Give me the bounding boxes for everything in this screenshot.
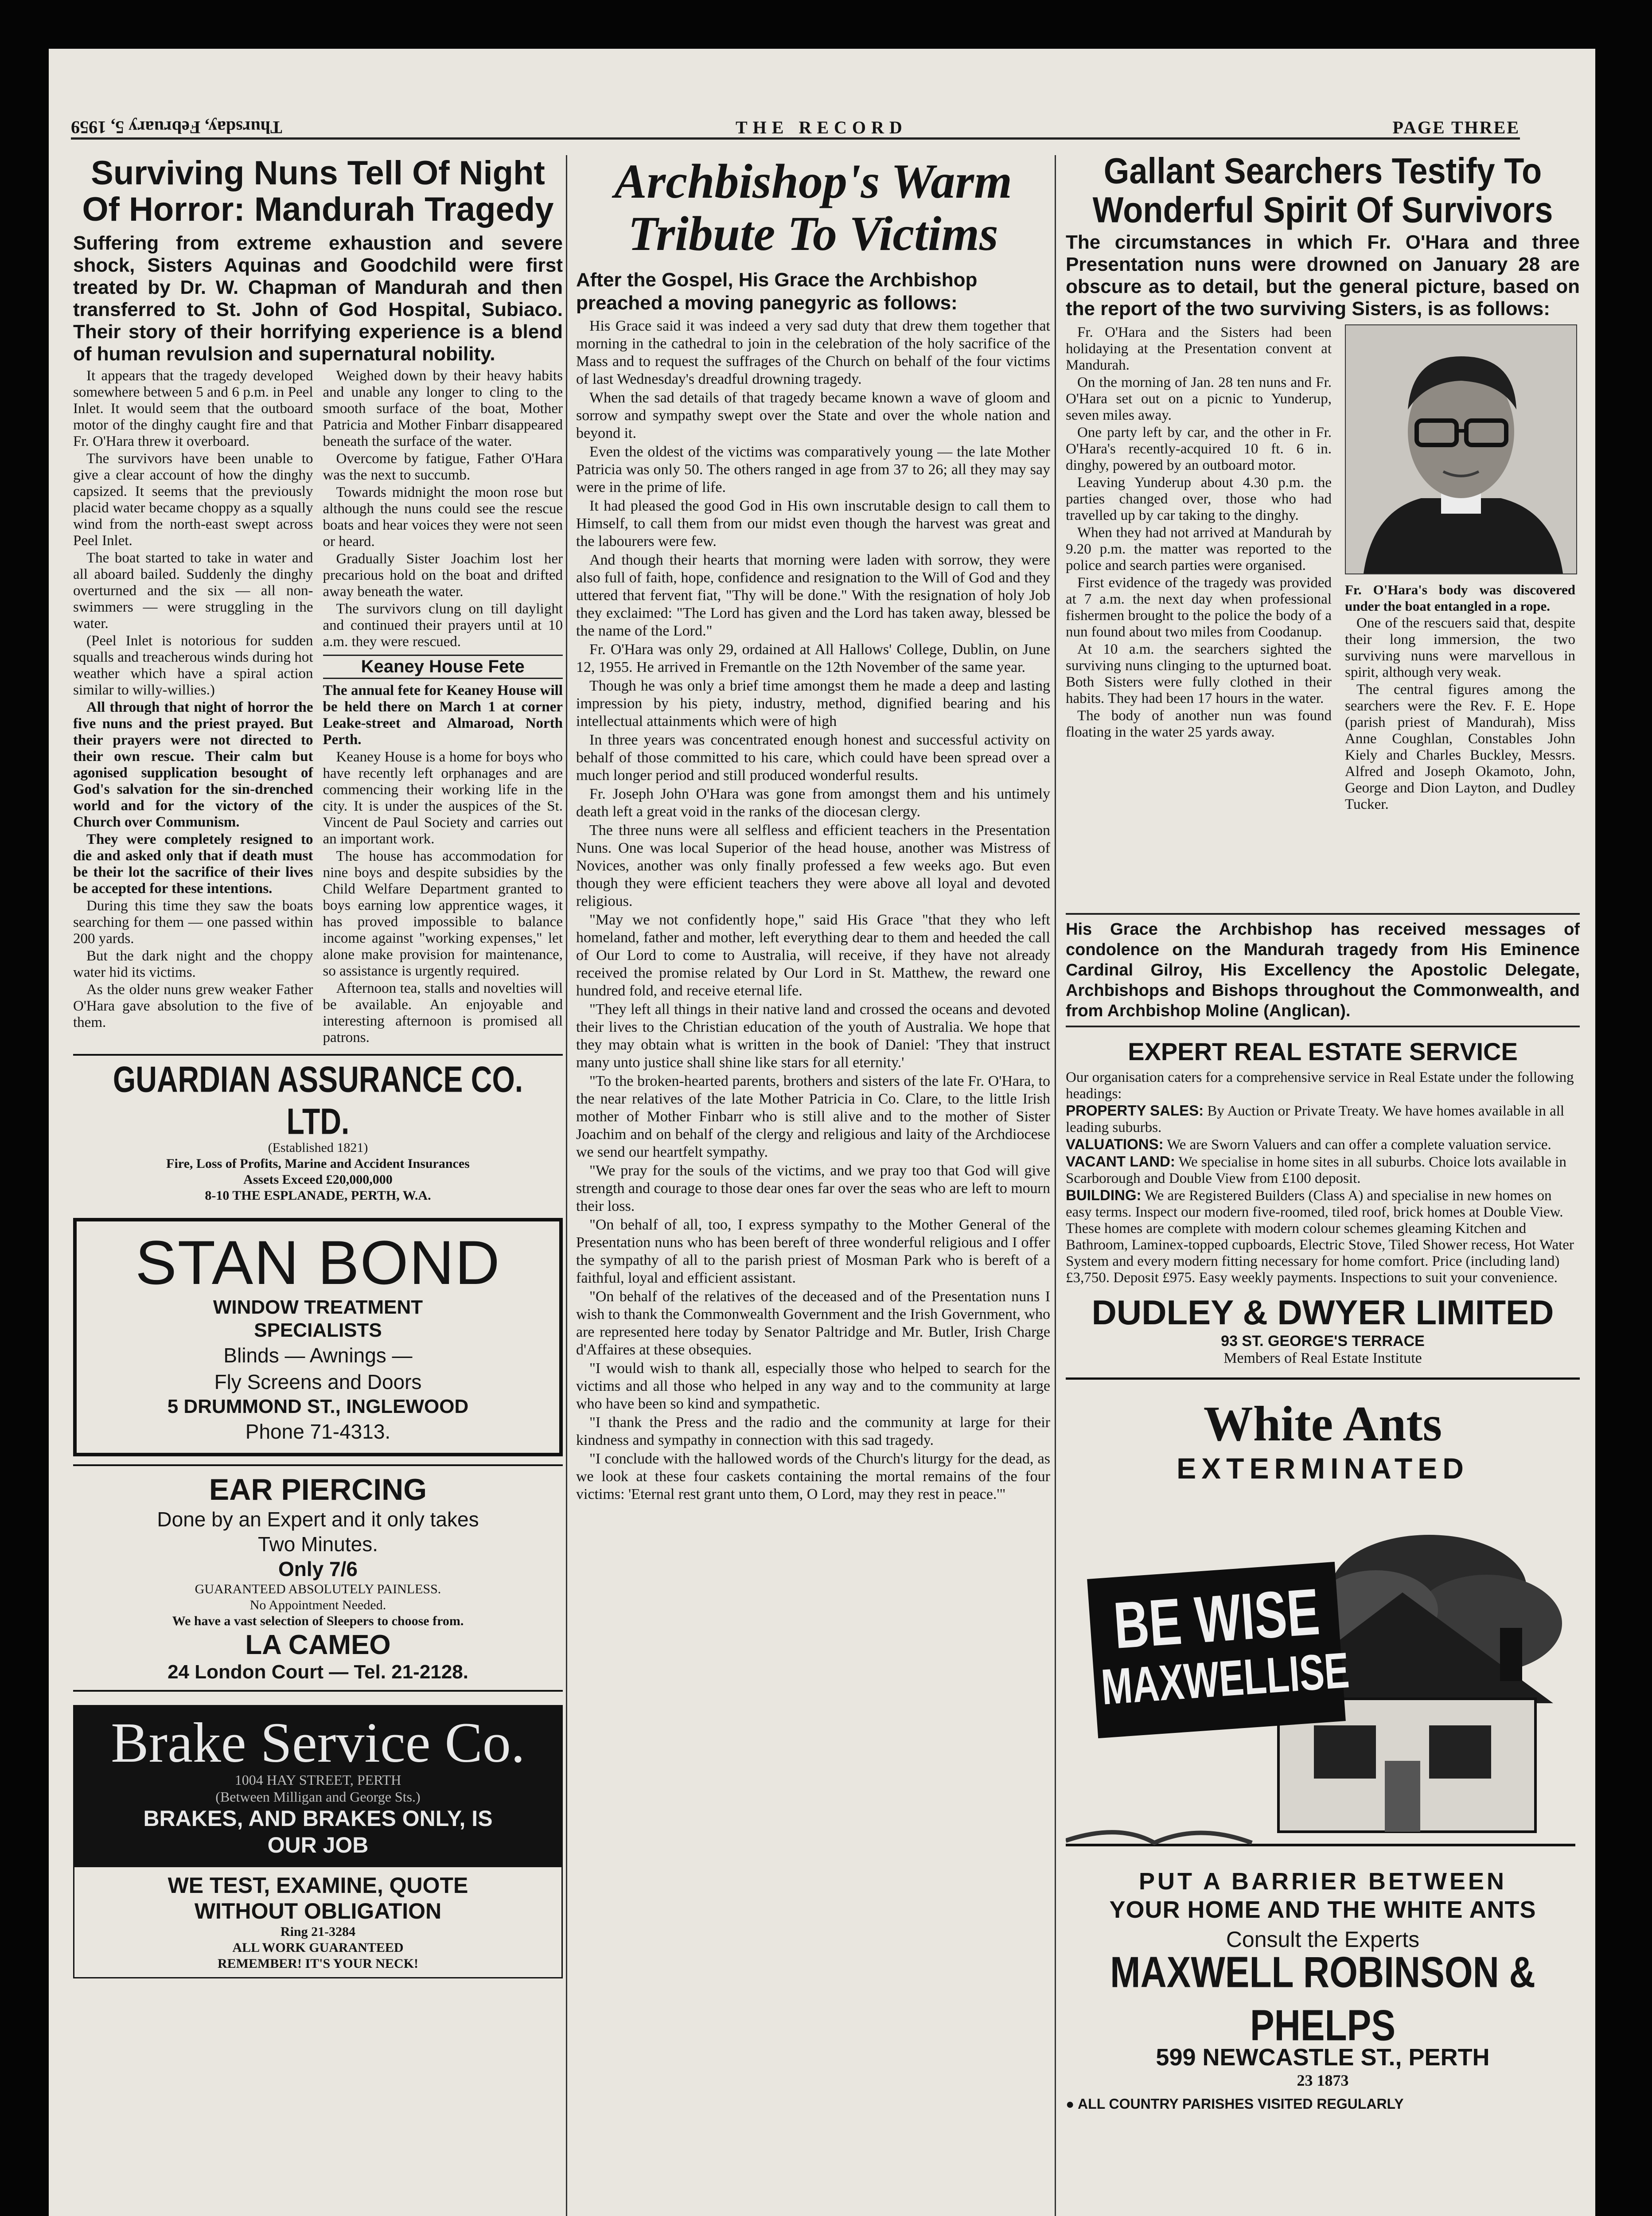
column-rule xyxy=(1055,155,1056,2216)
priest-photo xyxy=(1345,324,1577,574)
brake-street: 1004 HAY STREET, PERTH xyxy=(234,1772,401,1788)
sign-line2: MAXWELLISE xyxy=(1099,1642,1351,1715)
paragraph: They were completely resigned to die and asked only that if death must be their lot the sacrifice of their lives be accepted for these intentions. xyxy=(73,831,313,897)
whiteants-ad xyxy=(1066,1377,1580,2112)
paragraph: The survivors clung on till daylight and continued their prayers until at 10 a.m. they were rescued. xyxy=(323,601,563,650)
paper-name: THE RECORD xyxy=(736,117,908,137)
page-number: PAGE THREE xyxy=(1392,117,1520,137)
stanbond-tagline1: WINDOW TREATMENT xyxy=(213,1296,423,1318)
lacameo-appointment: No Appointment Needed. xyxy=(249,1598,386,1612)
lacameo-price: Only 7/6 xyxy=(278,1557,358,1580)
realestate-item xyxy=(1066,1187,1580,1221)
archbishop-headline-line2: Tribute To Victims xyxy=(628,207,998,261)
paragraph: When they had not arrived at Mandurah by 9.20 p.m. the matter was reported to the police and search parties were organised. xyxy=(1066,525,1332,574)
brake-test1: WE TEST, EXAMINE, QUOTE xyxy=(168,1873,468,1898)
column-right xyxy=(1066,155,1580,2112)
realestate-ad xyxy=(1066,1037,1580,1367)
paragraph: In three years was concentrated enough honest and successful activity on behalf of those committed to his care, which could have been spread over a much longer period and still produced wonderful results. xyxy=(576,732,1050,784)
realestate-item-label: VACANT LAND: xyxy=(1066,1153,1175,1170)
whiteants-country: ● ALL COUNTRY PARISHES VISITED REGULARLY xyxy=(1066,2096,1404,2112)
paragraph: It appears that the tragedy developed somewhere between 5 and 6 p.m. in Peel Inlet. It would seem that the outboard motor of the dinghy caught fire and that Fr. O'Hara threw it overboard. xyxy=(73,368,313,449)
paragraph: During this time they saw the boats searching for them — one passed within 200 yards. xyxy=(73,898,313,947)
paragraph: One of the rescuers said that, despite their long immersion, the two surviving nuns were marvellous in spirit, although very weak. xyxy=(1345,615,1575,680)
guardian-address: 8-10 THE ESPLANADE, PERTH, W.A. xyxy=(205,1188,431,1203)
paragraph: "I conclude with the hallowed words of the Church's liturgy for the dead, as we look at these four caskets containing the mortal remains of the four victims: 'Eternal rest grant unto them, O Lord, may they rest in peace.'" xyxy=(576,1451,1050,1502)
brake-test2: WITHOUT OBLIGATION xyxy=(194,1899,442,1923)
stanbond-line2: Fly Screens and Doors xyxy=(214,1370,422,1393)
paragraph: And though their hearts that morning were laden with sorrow, they were also full of faith, hope, confidence and resignation to the Will of God and they uttered that fervent fiat, "Thy will be done." With the resignation of holy Job they exclaimed: "The Lord has given and the Lord has taken away, blessed be the name of the Lord." xyxy=(576,552,1050,639)
paragraph: "They left all things in their native land and crossed the oceans and devoted their lives to the Christian education of the youth of Australia. We hope that they may obtain what is written in the book of Daniel: 'They that instruct many unto justice shall shine like stars for all eternity.' xyxy=(576,1001,1050,1071)
paragraph: The body of another nun was found floating in the water 25 yards away. xyxy=(1066,708,1332,740)
paragraph: As the older nuns grew weaker Father O'Hara gave absolution to the five of them. xyxy=(73,982,313,1030)
nuns-body xyxy=(73,368,563,1046)
paragraph: (Peel Inlet is notorious for sudden squalls and treacherous winds during hot weather which have a spiral action similar to willy-willies.) xyxy=(73,633,313,698)
paragraph: Though he was only a brief time amongst them he made a deep and lasting impression by his piety, industry, method, dignified bearing and his intellectual attainments which were of high xyxy=(576,678,1050,730)
paragraph: Keaney House is a home for boys who have recently left orphanages and are commencing their working life in the city. It is under the auspices of the St. Vincent de Paul Society and carries out an important work. xyxy=(323,749,563,847)
realestate-item-text: We specialise in home sites in all suburbs. Choice lots available in Scarborough and Double View from £100 deposit. xyxy=(1066,1154,1566,1186)
realestate-item-label: PROPERTY SALES: xyxy=(1066,1102,1204,1119)
searchers-deck: The circumstances in which Fr. O'Hara and three Presentation nuns were drowned on January 28 are obscure as to detail, but the general picture, based on the report of the two surviving Sisters, is as follows: xyxy=(1066,231,1580,320)
realestate-address: 93 ST. GEORGE'S TERRACE xyxy=(1221,1333,1425,1350)
paragraph: Fr. O'Hara was only 29, ordained at All Hallows' College, Dublin, on June 12, 1955. He arrived in Fremantle on the 12th November of the same year. xyxy=(576,641,1050,675)
realestate-item-label: VALUATIONS: xyxy=(1066,1136,1164,1152)
paragraph: "I would wish to thank all, especially those who helped to search for the victims and all those who helped in any way and to the community at large who have been so kind and sympathetic. xyxy=(576,1360,1050,1412)
paragraph: "To the broken-hearted parents, brothers and sisters of the late Fr. O'Hara, to the near relatives of the late Mother Patricia in Co. Clare, to the little Irish mother of Mother Finbarr who is still alive and to the mother of Sister Joachim and on behalf of the clergy and religious and laity of the Archdiocese we send our heartfelt sympathy. xyxy=(576,1073,1050,1160)
realestate-intro: Our organisation caters for a comprehensive service in Real Estate under the following headings: xyxy=(1066,1069,1574,1102)
realestate-homes: These homes are complete with modern colour schemes gleaming Kitchen and Bathroom, Laminex-topped cupboards, Electric Stove, Tiled Shower recess, Hot Water System and every modern fitting necessary for home comfort. Price (including land) £3,750. Deposit £975. Easy weekly payments. Inspections to suit your convenience. xyxy=(1066,1221,1574,1286)
whiteants-heading1: White Ants xyxy=(1203,1397,1442,1451)
newspaper-page xyxy=(49,49,1595,2216)
keaney-intro: The annual fete for Keaney House will be held there on March 1 at corner Leake-street and Almaroad, North Perth. xyxy=(323,683,563,748)
keaney-headline: Keaney House Fete xyxy=(323,655,563,679)
whiteants-heading2: EXTERMINATED xyxy=(1177,1452,1469,1485)
paragraph: "On behalf of all, too, I express sympathy to the Mother General of the Presentation nuns who has been bereft of three wonderful religious and I offer the sympathy of all to the parish priest of Mosman Park who is bereft of a faithful, loyal and efficient assistant. xyxy=(576,1217,1050,1286)
realestate-item xyxy=(1066,1102,1580,1136)
guardian-line1: Fire, Loss of Profits, Marine and Accident Insurances xyxy=(166,1156,470,1171)
stanbond-tagline2: SPECIALISTS xyxy=(254,1319,382,1341)
paragraph: One party left by car, and the other in Fr. O'Hara's recently-acquired 10 ft. 6 in. dinghy, powered by an outboard motor. xyxy=(1066,425,1332,473)
paragraph: It had pleased the good God in His own inscrutable design to call them to Himself, to call them from our midst even though the harvest was great and the labourers were few. xyxy=(576,498,1050,550)
lacameo-address: 24 London Court — Tel. 21-2128. xyxy=(168,1661,468,1683)
paragraph: Towards midnight the moon rose but although the nuns could see the rescue boats and hear voices they were not seen or heard. xyxy=(323,484,563,550)
realestate-company: DUDLEY & DWYER LIMITED xyxy=(1091,1293,1554,1332)
nuns-deck: Suffering from extreme exhaustion and severe shock, Sisters Aquinas and Goodchild were first treated by Dr. W. Chapman of Mandurah and then transferred to St. John of God Hospital, Subiaco. Their story of their horrifying experience is a blend of human revulsion and supernatural nobility. xyxy=(73,232,563,365)
sign-line1: BE WISE xyxy=(1111,1575,1322,1663)
realestate-item-text: We are Registered Builders (Class A) and specialise in new homes on easy terms. Inspect our modern five-roomed, tiled roof, brick homes at Double View. xyxy=(1066,1188,1563,1220)
paragraph: Weighed down by their heavy habits and unable any longer to cling to the smooth surface of the boat, Mother Patricia and Mother Finbarr disappeared beneath the surface of the water. xyxy=(323,368,563,449)
guardian-established: (Established 1821) xyxy=(268,1140,368,1155)
realestate-item xyxy=(1066,1136,1580,1153)
brake-ad xyxy=(73,1705,563,1867)
stanbond-ad xyxy=(73,1218,563,1456)
paragraph: The three nuns were all selfless and efficient teachers in the Presentation Nuns. One was local Superior of the head house, another was Mistress of Novices, another was only finally professed a few weeks ago. But even though they were efficient teachers they were above all loyal and devoted religious. xyxy=(576,822,1050,909)
whiteants-consult: Consult the Experts xyxy=(1226,1927,1420,1952)
searchers-left-column xyxy=(1066,324,1332,741)
lacameo-sleepers: We have a vast selection of Sleepers to choose from. xyxy=(172,1614,464,1628)
paragraph: Afternoon tea, stalls and novelties will be available. An enjoyable and interesting afternoon is promised all patrons. xyxy=(323,980,563,1046)
paragraph: "On behalf of the relatives of the deceased and of the Presentation nuns I wish to thank the Commonwealth Government and the Irish Government, who are represented here today by Senator Paltridge and Mr. Butler, Irish Charge d'Affaires at these obsequies. xyxy=(576,1288,1050,1358)
realestate-item-text: By Auction or Private Treaty. We have homes available in all leading suburbs. xyxy=(1066,1103,1565,1135)
paragraph: His Grace said it was indeed a very sad duty that drew them together that morning in the cathedral to join in the celebration of the holy sacrifice of the Mass and to request the suffrages of the Church on behalf of the four victims of last Wednesday's dreadful drowning tragedy. xyxy=(576,318,1050,387)
brake-slogan2: OUR JOB xyxy=(267,1833,369,1857)
searchers-body xyxy=(1066,324,1580,909)
sign-board xyxy=(1095,1575,1351,1716)
lacameo-heading: EAR PIERCING xyxy=(209,1473,427,1506)
brake-neck: REMEMBER! IT'S YOUR NECK! xyxy=(217,1956,419,1971)
whiteants-phone: 23 1873 xyxy=(1297,2072,1349,2089)
archbishop-deck: After the Gospel, His Grace the Archbishop preached a moving panegyric as follows: xyxy=(576,269,978,314)
brake-guaranteed: ALL WORK GUARANTEED xyxy=(232,1940,404,1955)
column-left xyxy=(73,155,563,1978)
stanbond-phone: Phone 71-4313. xyxy=(245,1420,391,1443)
paragraph: First evidence of the tragedy was provided at 7 a.m. the next day when professional fishermen brought to the police the body of a nun found about two miles from Coodanup. xyxy=(1066,575,1332,640)
column-rule xyxy=(566,155,567,2216)
paragraph: The survivors have been unable to give a clear account of how the dinghy capsized. It seems that the previously placid water became choppy as a squally wind from the north-east swept across Peel Inlet. xyxy=(73,451,313,549)
lacameo-line2: Two Minutes. xyxy=(258,1533,378,1556)
searchers-headline: Gallant Searchers Testify To Wonderful Spirit Of Survivors xyxy=(1092,155,1553,230)
paragraph: Leaving Yunderup about 4.30 p.m. the parties changed over, those who had travelled up by car taking to the dinghy. xyxy=(1066,475,1332,523)
brake-ring: Ring 21-3284 xyxy=(280,1924,356,1939)
realestate-heading: EXPERT REAL ESTATE SERVICE xyxy=(1128,1038,1518,1065)
stanbond-address: 5 DRUMMOND ST., INGLEWOOD xyxy=(167,1396,469,1417)
stanbond-name: STAN BOND xyxy=(135,1228,501,1297)
paragraph: Overcome by fatigue, Father O'Hara was the next to succumb. xyxy=(323,451,563,483)
house-illustration xyxy=(1066,1495,1580,1858)
brake-name: Brake Service Co. xyxy=(111,1711,525,1774)
paragraph: Gradually Sister Joachim lost her precarious hold on the boat and drifted away beneath the water. xyxy=(323,551,563,600)
paragraph: When the sad details of that tragedy became known a wave of gloom and sorrow and sympathy swept over the State and over the whole nation and beyond it. xyxy=(576,390,1050,441)
whiteants-address: 599 NEWCASTLE ST., PERTH xyxy=(1156,2044,1490,2071)
paragraph: Fr. Joseph John O'Hara was gone from amongst them and his untimely death left a great void in the ranks of the diocesan clergy. xyxy=(576,786,1050,820)
guardian-line2: Assets Exceed £20,000,000 xyxy=(243,1172,393,1187)
archbishop-headline xyxy=(576,155,1050,260)
paragraph: "May we not confidently hope," said His Grace "that they who left homeland, father and mother, left everything dear to them and heeded the call of Our Lord to come to Australia, will receive, if they have not already received the promise related by Our Lord in St. Matthew, the reward one hundred fold, and receive eternal life. xyxy=(576,912,1050,999)
searchers-right-column xyxy=(1345,581,1575,814)
condolence-notice: His Grace the Archbishop has received messages of condolence on the Mandurah tragedy from His Eminence Cardinal Gilroy, His Excellency the Apostolic Delegate, Archbishops and Bishops throughout the Commonwealth, and from Archbishop Moline (Anglican). xyxy=(1066,913,1580,1027)
lacameo-ad xyxy=(73,1464,563,1692)
nuns-headline: Surviving Nuns Tell Of Night Of Horror: Mandurah Tragedy xyxy=(82,155,554,228)
stanbond-line1: Blinds — Awnings — xyxy=(223,1344,413,1367)
guardian-name: GUARDIAN ASSURANCE CO. LTD. xyxy=(113,1058,523,1142)
paragraph: The house has accommodation for nine boys and despite subsidies by the Child Welfare Department granted to boys earning low apprentice wages, it has proved impossible to balance income against "working expenses," let alone make provision for maintenance, so assistance is urgently required. xyxy=(323,848,563,979)
paragraph: "We pray for the souls of the victims, and we pray too that God will give strength and courage to those dear ones far over the seas who are left to mourn their loss. xyxy=(576,1163,1050,1214)
archbishop-body xyxy=(576,317,1050,1503)
whiteants-company: MAXWELL ROBINSON & PHELPS xyxy=(1110,1948,1535,2050)
paragraph: On the morning of Jan. 28 ten nuns and Fr. O'Hara set out on a picnic to Yunderup, seven miles away. xyxy=(1066,375,1332,423)
lacameo-line1: Done by an Expert and it only takes xyxy=(157,1508,479,1531)
paragraph: At 10 a.m. the searchers sighted the surviving nuns clinging to the upturned boat. Both Sisters were fully clothed in their habits. They had been 17 hours in the water. xyxy=(1066,641,1332,706)
column-middle xyxy=(576,155,1050,1504)
paragraph: But the dark night and the choppy water hid its victims. xyxy=(73,948,313,980)
masthead xyxy=(71,117,1520,140)
whiteants-barrier1: PUT A BARRIER BETWEEN xyxy=(1138,1868,1507,1895)
paragraph: Fr. O'Hara and the Sisters had been holidaying at the Presentation convent at Mandurah. xyxy=(1066,324,1332,373)
brake-slogan1: BRAKES, AND BRAKES ONLY, IS xyxy=(143,1806,493,1831)
realestate-members: Members of Real Estate Institute xyxy=(1223,1350,1422,1366)
brake-test-box xyxy=(73,1867,563,1978)
brake-between: (Between Milligan and George Sts.) xyxy=(215,1789,421,1805)
paragraph: All through that night of horror the five nuns and the priest prayed. But their prayers were not directed to their own rescue. Their calm but agonised supplication besought of God's salvation for the sin-drenched world and for the victory of the Church over Communism. xyxy=(73,699,313,830)
archbishop-headline-line1: Archbishop's Warm xyxy=(614,155,1012,208)
lacameo-guarantee: GUARANTEED ABSOLUTELY PAINLESS. xyxy=(195,1582,441,1596)
realestate-item-label: BUILDING: xyxy=(1066,1187,1142,1203)
realestate-item-text: We are Sworn Valuers and can offer a complete valuation service. xyxy=(1167,1137,1551,1153)
realestate-item xyxy=(1066,1153,1580,1187)
whiteants-barrier2: YOUR HOME AND THE WHITE ANTS xyxy=(1109,1896,1536,1923)
photo-caption: Fr. O'Hara's body was discovered under the boat entangled in a rope. xyxy=(1345,582,1575,614)
lacameo-name: LA CAMEO xyxy=(245,1630,391,1660)
paragraph: The central figures among the searchers were the Rev. F. E. Hope (parish priest of Mandurah), Miss Anne Coughlan, Constables John Kiely and Charles Buckley, Messrs. Alfred and Joseph Okamoto, John, George and Dion Layton, and Dudley Tucker. xyxy=(1345,682,1575,812)
priest-portrait-image xyxy=(1346,325,1576,574)
guardian-ad xyxy=(73,1054,563,1210)
paragraph: The boat started to take in water and all aboard bailed. Suddenly the dinghy overturned and the six — all non-swimmers — were struggling in the water. xyxy=(73,550,313,632)
paragraph: "I thank the Press and the radio and the community at large for their kindness and sympathy in connection with this sad tragedy. xyxy=(576,1414,1050,1448)
issue-date: Thursday, February 5, 1959 xyxy=(71,117,282,137)
paragraph: Even the oldest of the victims was comparatively young — the late Mother Patricia was only 50. The others ranged in age from 37 to 26; all they may say were in the prime of life. xyxy=(576,444,1050,495)
